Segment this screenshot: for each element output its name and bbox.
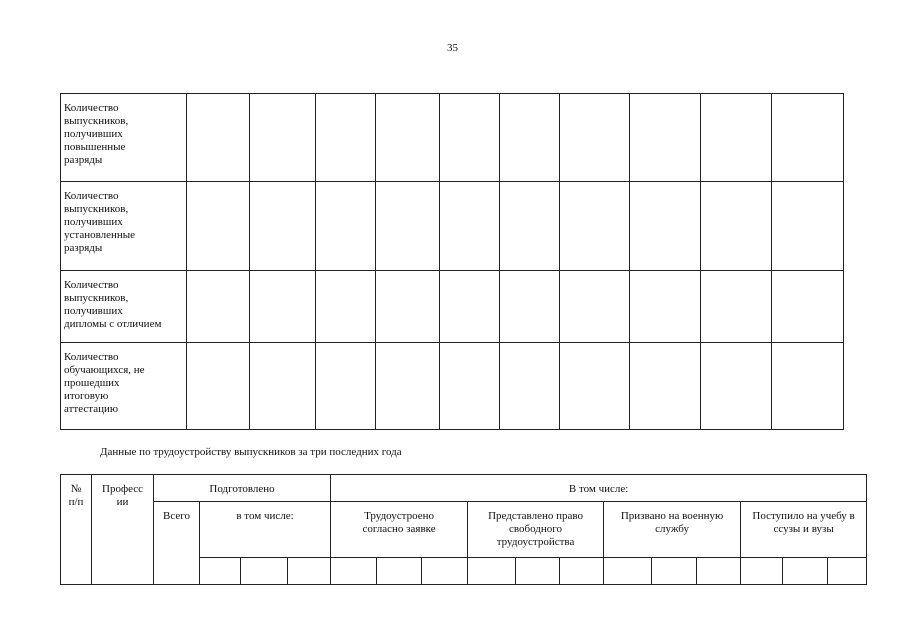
table-cell [500, 271, 560, 343]
table-cell [187, 343, 250, 430]
table-row [61, 271, 844, 343]
table-row [61, 343, 844, 430]
header-line: п/п [68, 496, 84, 508]
table-cell [741, 558, 783, 585]
table-cell [187, 182, 250, 271]
table-cell [772, 271, 844, 343]
table-cell [187, 94, 250, 182]
col-number-header [61, 475, 92, 585]
col-prepared-header: Подготовлено [154, 475, 331, 502]
row-label-line: выпускников, [64, 115, 129, 127]
row-label-line: повышенные [64, 141, 126, 153]
table-cell [701, 271, 772, 343]
table-cell [772, 343, 844, 430]
table-cell [250, 94, 316, 182]
employment-caption: Данные по трудоустройству выпускников за три последних года [100, 446, 402, 458]
table-cell [316, 271, 376, 343]
col-total-header: Всего [154, 502, 200, 585]
row-label-line: дипломы с отличием [64, 318, 162, 330]
row-label-line: итоговую [64, 390, 109, 402]
row-label-line: Количество [64, 190, 119, 202]
page-number: 35 [447, 42, 458, 54]
header-line: Трудоустроено [364, 510, 434, 522]
table-cell [630, 343, 701, 430]
table-cell [200, 558, 241, 585]
table-cell [440, 271, 500, 343]
col-employed-header [331, 502, 468, 558]
table-cell [828, 558, 867, 585]
header-line: согласно заявке [362, 523, 436, 535]
col-study-header [741, 502, 867, 558]
row-label-line: обучающихся, не [64, 364, 145, 376]
table-cell [376, 343, 440, 430]
col-including-header: В том числе: [331, 475, 867, 502]
row-label [61, 182, 187, 271]
table-cell [630, 94, 701, 182]
table-cell [701, 94, 772, 182]
table-cell [560, 94, 630, 182]
table-cell [772, 182, 844, 271]
table-cell [701, 343, 772, 430]
row-label-line: аттестацию [64, 403, 119, 415]
col-profession-header [92, 475, 154, 585]
row-label-line: получивших [64, 216, 123, 228]
col-prepared-including-header: в том числе: [200, 502, 331, 558]
table-cell [376, 271, 440, 343]
header-line: № [70, 483, 82, 495]
table-cell [560, 343, 630, 430]
row-label-line: Количество [64, 279, 119, 291]
header-line: Призвано на военную [620, 510, 724, 522]
header-line: ии [116, 496, 129, 508]
table-cell [331, 558, 377, 585]
row-label [61, 94, 187, 182]
table-cell [772, 94, 844, 182]
header-line: службу [655, 523, 689, 535]
table-cell [697, 558, 741, 585]
table-cell [250, 271, 316, 343]
header-line: Поступило на учебу в [752, 510, 855, 522]
row-label-line: разряды [64, 154, 103, 166]
table-cell [630, 271, 701, 343]
table-cell [241, 558, 288, 585]
table-cell [701, 182, 772, 271]
table-cell [652, 558, 697, 585]
header-line: ссузы и вузы [773, 523, 834, 535]
table-cell [560, 182, 630, 271]
row-label [61, 271, 187, 343]
table-cell [422, 558, 468, 585]
row-label-line: выпускников, [64, 292, 129, 304]
header-line: Професс [102, 483, 143, 495]
table-cell [560, 271, 630, 343]
header-line: трудоустройства [496, 536, 575, 548]
table-cell [604, 558, 652, 585]
table-cell [468, 558, 516, 585]
employment-table [60, 474, 867, 585]
row-label-line: получивших [64, 128, 123, 140]
table-cell [440, 343, 500, 430]
table-cell [376, 182, 440, 271]
row-label-line: выпускников, [64, 203, 129, 215]
table-row [61, 182, 844, 271]
row-label-line: Количество [64, 102, 119, 114]
table-cell [630, 182, 701, 271]
table-cell [288, 558, 331, 585]
table-cell [187, 271, 250, 343]
header-line: свободного [509, 523, 563, 535]
col-army-header [604, 502, 741, 558]
header-line: Представлено право [488, 510, 584, 522]
row-label-line: установленные [64, 229, 136, 241]
row-label-line: получивших [64, 305, 123, 317]
row-label-line: прошедших [64, 377, 120, 389]
row-label [61, 343, 187, 430]
table-row [61, 94, 844, 182]
table-cell [316, 182, 376, 271]
table-cell [560, 558, 604, 585]
table-cell [440, 94, 500, 182]
table-cell [250, 182, 316, 271]
table-cell [316, 343, 376, 430]
table-cell [783, 558, 828, 585]
table-cell [500, 182, 560, 271]
table-cell [500, 343, 560, 430]
table-cell [440, 182, 500, 271]
row-label-line: разряды [64, 242, 103, 254]
table-cell [500, 94, 560, 182]
table-cell [250, 343, 316, 430]
col-free-employment-header [468, 502, 604, 558]
table-cell [376, 94, 440, 182]
table-cell [516, 558, 560, 585]
table-cell [316, 94, 376, 182]
table-cell [377, 558, 422, 585]
graduates-stats-table [60, 93, 844, 430]
row-label-line: Количество [64, 351, 119, 363]
